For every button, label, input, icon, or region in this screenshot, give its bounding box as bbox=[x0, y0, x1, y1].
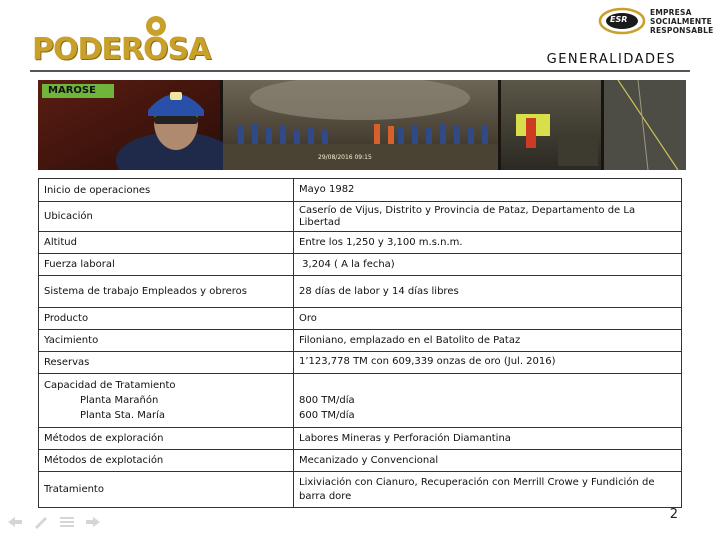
logo-wordmark: PODEROSA bbox=[32, 32, 211, 67]
plant-maranon-capacity: 800 TM/día bbox=[299, 394, 355, 406]
table-row bbox=[39, 352, 682, 374]
table-row bbox=[39, 374, 682, 428]
row-key: Fuerza laboral bbox=[39, 254, 294, 276]
generalities-table bbox=[38, 178, 682, 508]
capacity-label: Capacidad de Tratamiento bbox=[44, 380, 176, 391]
table-row bbox=[39, 202, 682, 232]
table-row bbox=[39, 276, 682, 308]
plant-maranon-label: Planta Marañón bbox=[80, 395, 159, 406]
row-value: Entre los 1,250 y 3,100 m.s.n.m. bbox=[294, 232, 682, 254]
plant-sta-maria-label: Planta Sta. María bbox=[80, 410, 166, 421]
row-key: Yacimiento bbox=[39, 330, 294, 352]
esr-line-1: EMPRESA bbox=[650, 8, 692, 17]
title-divider bbox=[30, 70, 690, 72]
table-row bbox=[39, 330, 682, 352]
row-key: Producto bbox=[39, 308, 294, 330]
row-value: Lixiviación con Cianuro, Recuperación con Merrill Crowe y Fundición de barra dore bbox=[294, 472, 682, 508]
row-value: Oro bbox=[294, 308, 682, 330]
esr-line-2: SOCIALMENTE bbox=[650, 17, 712, 26]
row-value: Mecanizado y Convencional bbox=[294, 450, 682, 472]
plant-sta-maria-capacity: 600 TM/día bbox=[299, 409, 355, 421]
table-row bbox=[39, 472, 682, 508]
photo-date-stamp: 29/08/2016 09:15 bbox=[318, 154, 372, 161]
row-key: Sistema de trabajo Empleados y obreros bbox=[39, 276, 294, 308]
table-row bbox=[39, 232, 682, 254]
row-value: 1’123,778 TM con 609,339 onzas de oro (Jul. 2016) bbox=[294, 352, 682, 374]
row-value: 3,204 ( A la fecha) bbox=[294, 254, 682, 276]
row-value: Filoniano, emplazado en el Batolito de Pataz bbox=[294, 330, 682, 352]
row-key bbox=[39, 374, 294, 428]
table-row bbox=[39, 179, 682, 202]
marose-label: MAROSE bbox=[48, 85, 96, 96]
page-number: 2 bbox=[669, 507, 678, 522]
esr-badge bbox=[598, 6, 718, 38]
marose-logo bbox=[42, 84, 114, 98]
table-row bbox=[39, 428, 682, 450]
menu-icon[interactable] bbox=[58, 514, 76, 528]
table-row bbox=[39, 254, 682, 276]
esr-badge-label: ESR bbox=[610, 15, 628, 24]
esr-text bbox=[650, 8, 713, 35]
photo-banner bbox=[38, 80, 686, 170]
esr-line-3: RESPONSABLE bbox=[650, 26, 714, 35]
slide-navigation[interactable] bbox=[6, 514, 102, 528]
row-key: Reservas bbox=[39, 352, 294, 374]
table-row bbox=[39, 450, 682, 472]
row-key: Tratamiento bbox=[39, 472, 294, 508]
page-title: GENERALIDADES bbox=[546, 52, 676, 67]
previous-slide-icon[interactable] bbox=[6, 514, 24, 528]
row-value bbox=[294, 374, 682, 428]
row-value: Labores Mineras y Perforación Diamantina bbox=[294, 428, 682, 450]
next-slide-icon[interactable] bbox=[84, 514, 102, 528]
row-value: Mayo 1982 bbox=[294, 179, 682, 202]
row-key: Inicio de operaciones bbox=[39, 179, 294, 202]
row-key: Altitud bbox=[39, 232, 294, 254]
pen-icon[interactable] bbox=[32, 514, 50, 528]
table-row bbox=[39, 308, 682, 330]
row-key: Métodos de explotación bbox=[39, 450, 294, 472]
row-value: 28 días de labor y 14 días libres bbox=[294, 276, 682, 308]
poderosa-logo bbox=[30, 12, 225, 72]
row-key: Ubicación bbox=[39, 202, 294, 232]
row-key: Métodos de exploración bbox=[39, 428, 294, 450]
row-value: Caserío de Vijus, Distrito y Provincia de Pataz, Departamento de La Libertad bbox=[294, 202, 682, 232]
